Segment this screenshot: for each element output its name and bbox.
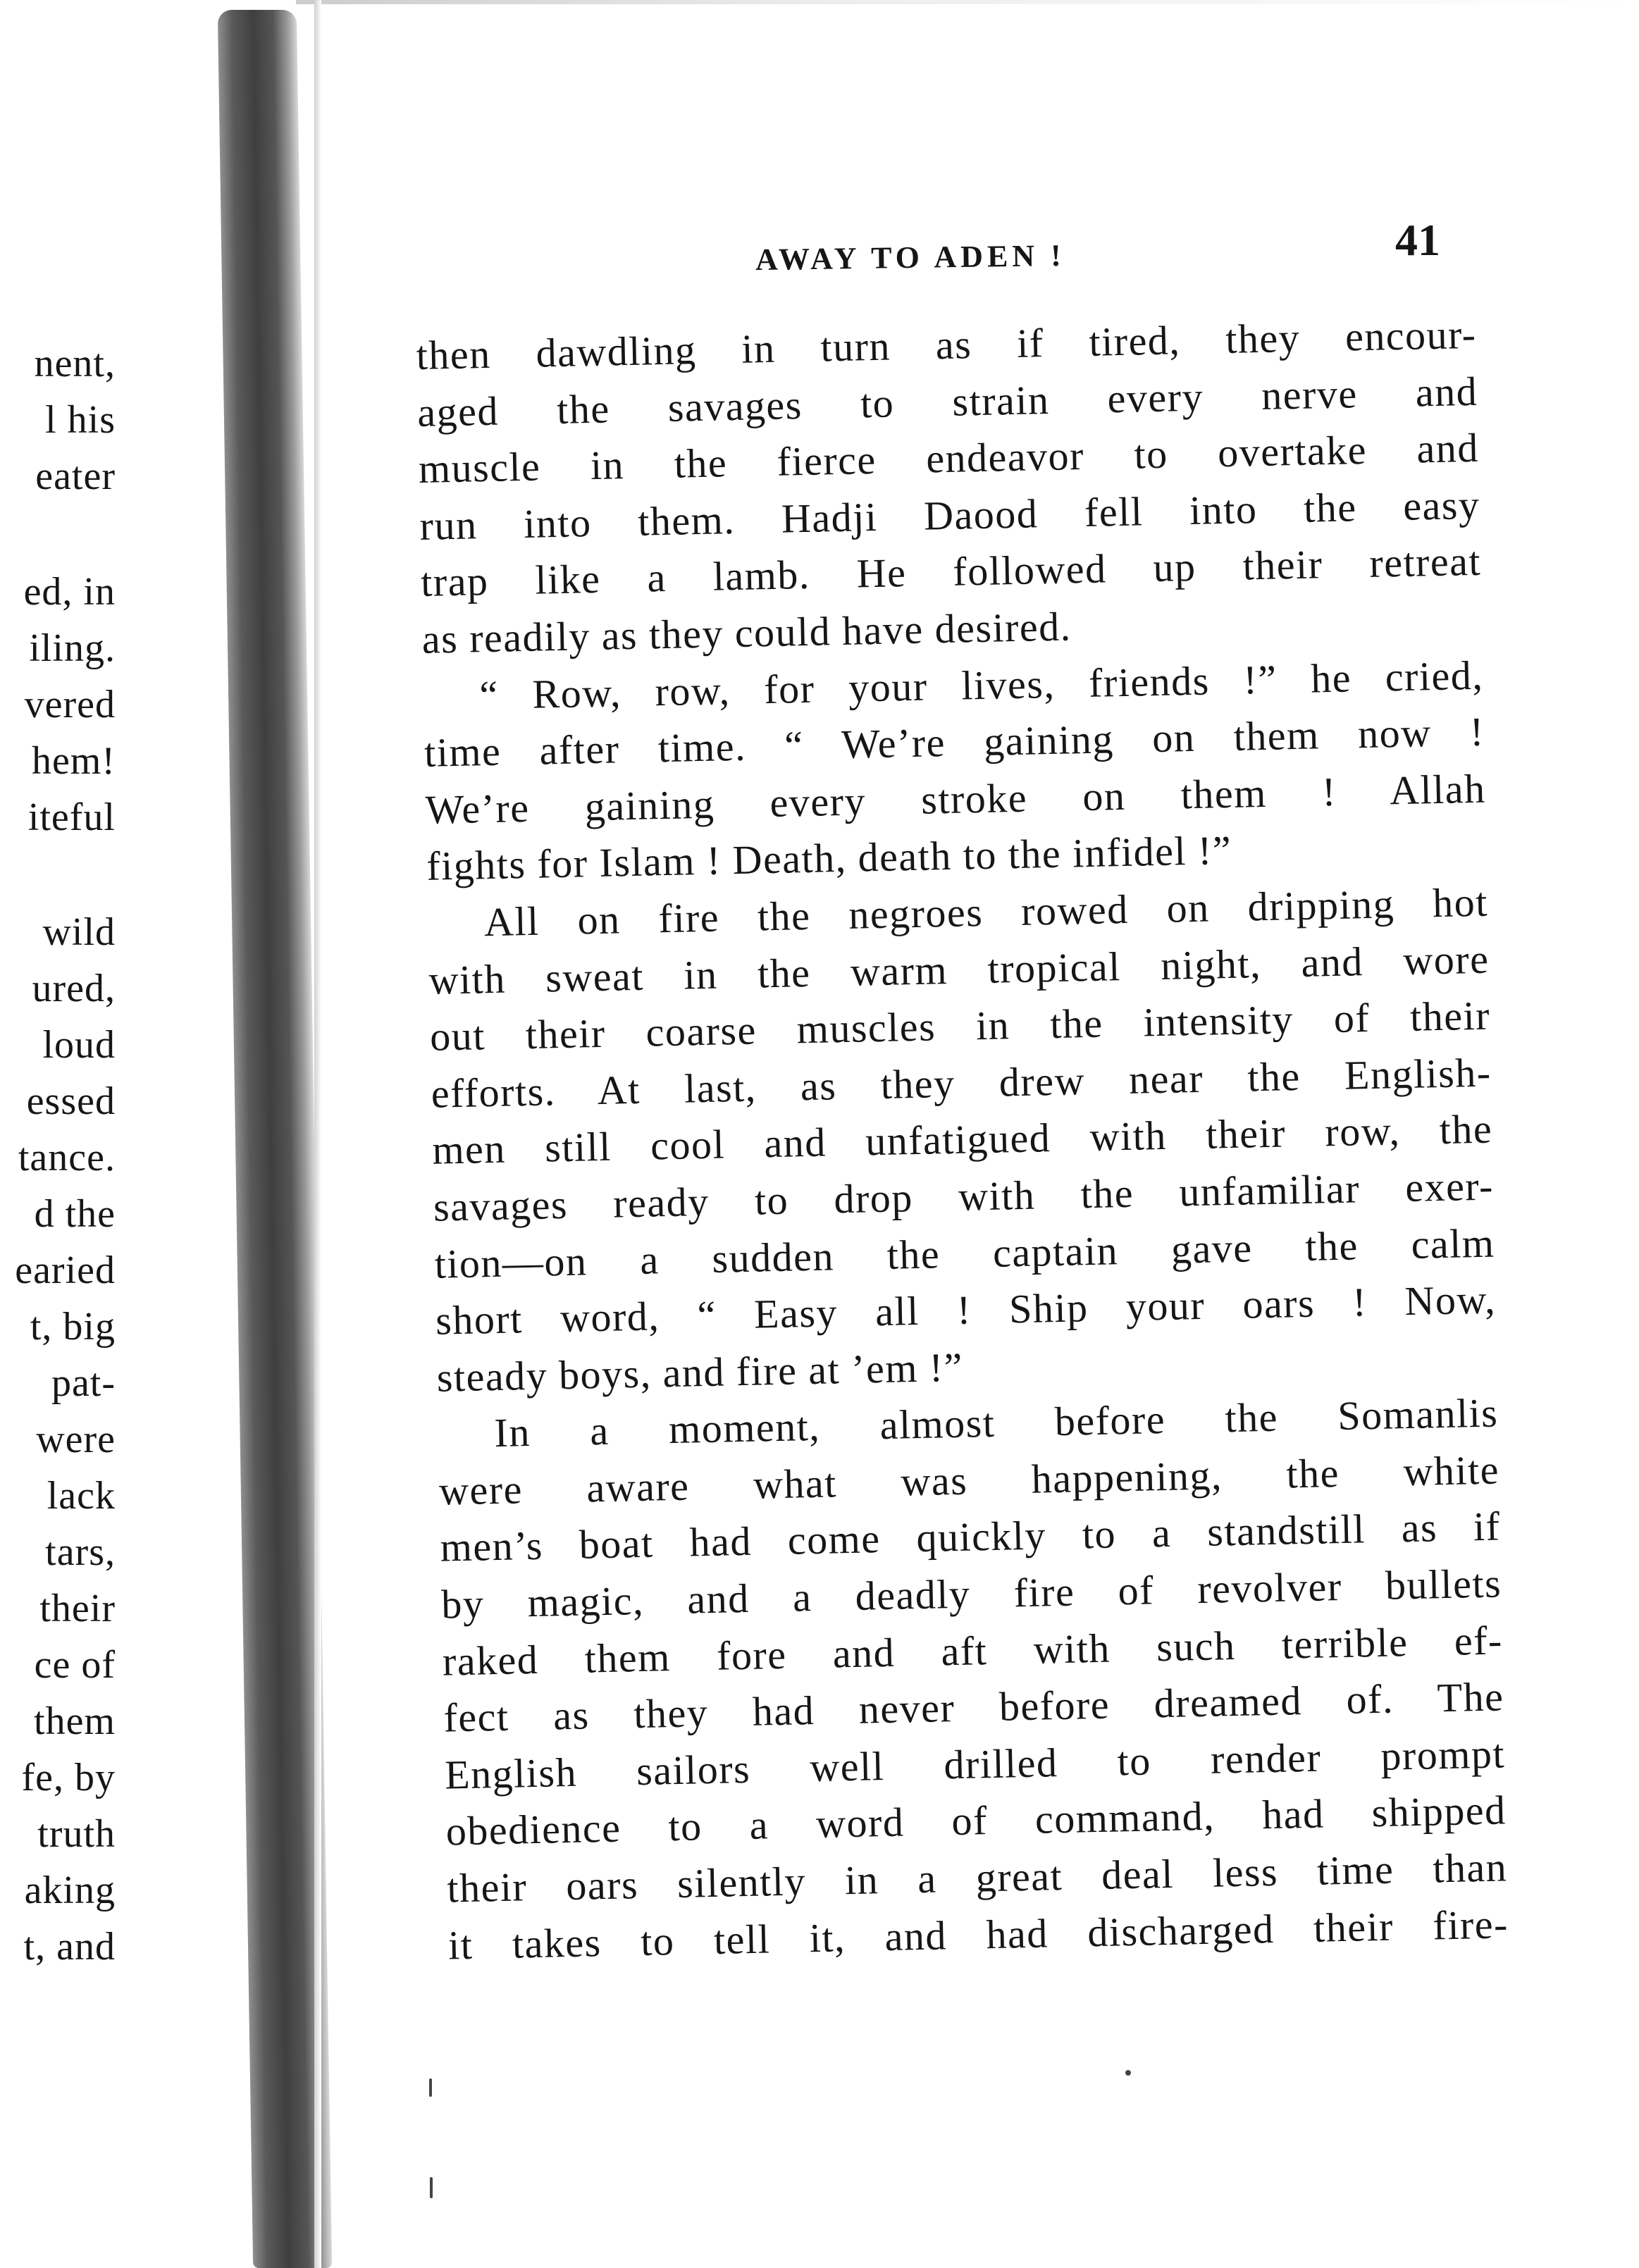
text-line: fect as they had never before dreamed of. The	[443, 1673, 1504, 1741]
facing-line: iling.	[29, 626, 116, 670]
facing-line: loud	[42, 1023, 116, 1067]
text-line: time after time. “ We’re gaining on them now !	[423, 708, 1485, 776]
facing-line: wild	[42, 910, 116, 954]
facing-line: tars,	[45, 1530, 116, 1574]
text-line: “ Row, row, for your lives, friends !” he cried,	[478, 652, 1484, 718]
page-number: 41	[1395, 215, 1440, 265]
text-line: savages ready to drop with the unfamiliar exer-	[433, 1163, 1495, 1230]
scan-speck	[429, 2078, 432, 2097]
facing-line: d the	[34, 1192, 116, 1236]
text-line: men still cool and unfatigued with their row, the	[431, 1105, 1493, 1174]
text-line: tion—on a sudden the captain gave the calm	[434, 1220, 1496, 1287]
text-line: All on fire the negroes rowed on dripping hot	[483, 879, 1489, 946]
text-line: their oars silently in a great deal less time than	[446, 1844, 1508, 1911]
text-line: obedience to a word of command, had shipped	[445, 1787, 1507, 1855]
facing-line: lack	[47, 1474, 116, 1518]
text-line: In a moment, almost before the Somanlis	[493, 1389, 1499, 1456]
text-line: short word, “ Easy all ! Ship your oars ! Now,	[435, 1276, 1497, 1344]
facing-line: vered	[24, 683, 116, 726]
scan-speck	[430, 2177, 433, 2198]
facing-line: ce of	[34, 1643, 116, 1687]
facing-line: essed	[26, 1079, 116, 1123]
facing-line: fe, by	[21, 1756, 116, 1799]
text-line: out their coarse muscles in the intensity of their	[429, 992, 1491, 1060]
text-line: muscle in the fierce endeavor to overtake and	[418, 424, 1480, 492]
text-line: English sailors well drilled to render prompt	[444, 1730, 1506, 1798]
text-line: as readily as they could have desired.	[421, 603, 1072, 662]
text-line: then dawdling in turn as if tired, they encour-	[416, 311, 1478, 378]
facing-line: earied	[15, 1248, 116, 1292]
facing-line: them	[34, 1699, 116, 1743]
text-line: efforts. At last, as they drew near the English-	[431, 1049, 1492, 1117]
facing-line: pat-	[51, 1361, 116, 1405]
facing-line: were	[36, 1418, 116, 1461]
facing-line: iteful	[27, 795, 116, 839]
text-line: steady boys, and fire at ’em !”	[436, 1344, 964, 1401]
text-line: were aware what was happening, the white	[438, 1446, 1500, 1514]
text-line: raked them fore and aft with such terrible ef-	[442, 1617, 1504, 1685]
page-top-edge	[296, 0, 1639, 4]
facing-line: their	[39, 1587, 116, 1630]
text-line: fights for Islam ! Death, death to the infidel !”	[426, 827, 1232, 890]
text-line: run into them. Hadji Daood fell into the easy	[419, 481, 1480, 549]
text-line: by magic, and a deadly fire of revolver bullets	[440, 1560, 1502, 1628]
facing-line: ured,	[32, 967, 116, 1010]
text-line: it takes to tell it, and had discharged their fire-	[447, 1900, 1509, 1969]
body-text	[416, 306, 1509, 1974]
facing-line: hem!	[31, 739, 116, 783]
facing-line: aking	[24, 1869, 116, 1912]
facing-line: eater	[35, 454, 116, 498]
facing-line: t, big	[30, 1305, 116, 1349]
facing-line: tance.	[18, 1136, 116, 1179]
scan-speck	[1125, 2070, 1131, 2076]
text-line: with sweat in the warm tropical night, and wore	[428, 936, 1490, 1003]
running-head: AWAY TO ADEN !	[755, 237, 1066, 278]
text-line: men’s boat had come quickly to a standstill as if	[440, 1503, 1502, 1571]
text-line: trap like a lamb. He followed up their retreat	[420, 538, 1482, 606]
text-line: We’re gaining every stroke on them ! Allah	[425, 765, 1487, 833]
facing-line: truth	[37, 1812, 116, 1856]
text-line: aged the savages to strain every nerve and	[416, 368, 1478, 435]
gutter-edge	[314, 0, 321, 2268]
facing-line: ed, in	[23, 570, 116, 614]
facing-line: nent,	[34, 342, 116, 385]
facing-page-fragment	[0, 0, 134, 2268]
facing-line: t, and	[23, 1925, 116, 1969]
facing-line: l his	[45, 398, 116, 442]
